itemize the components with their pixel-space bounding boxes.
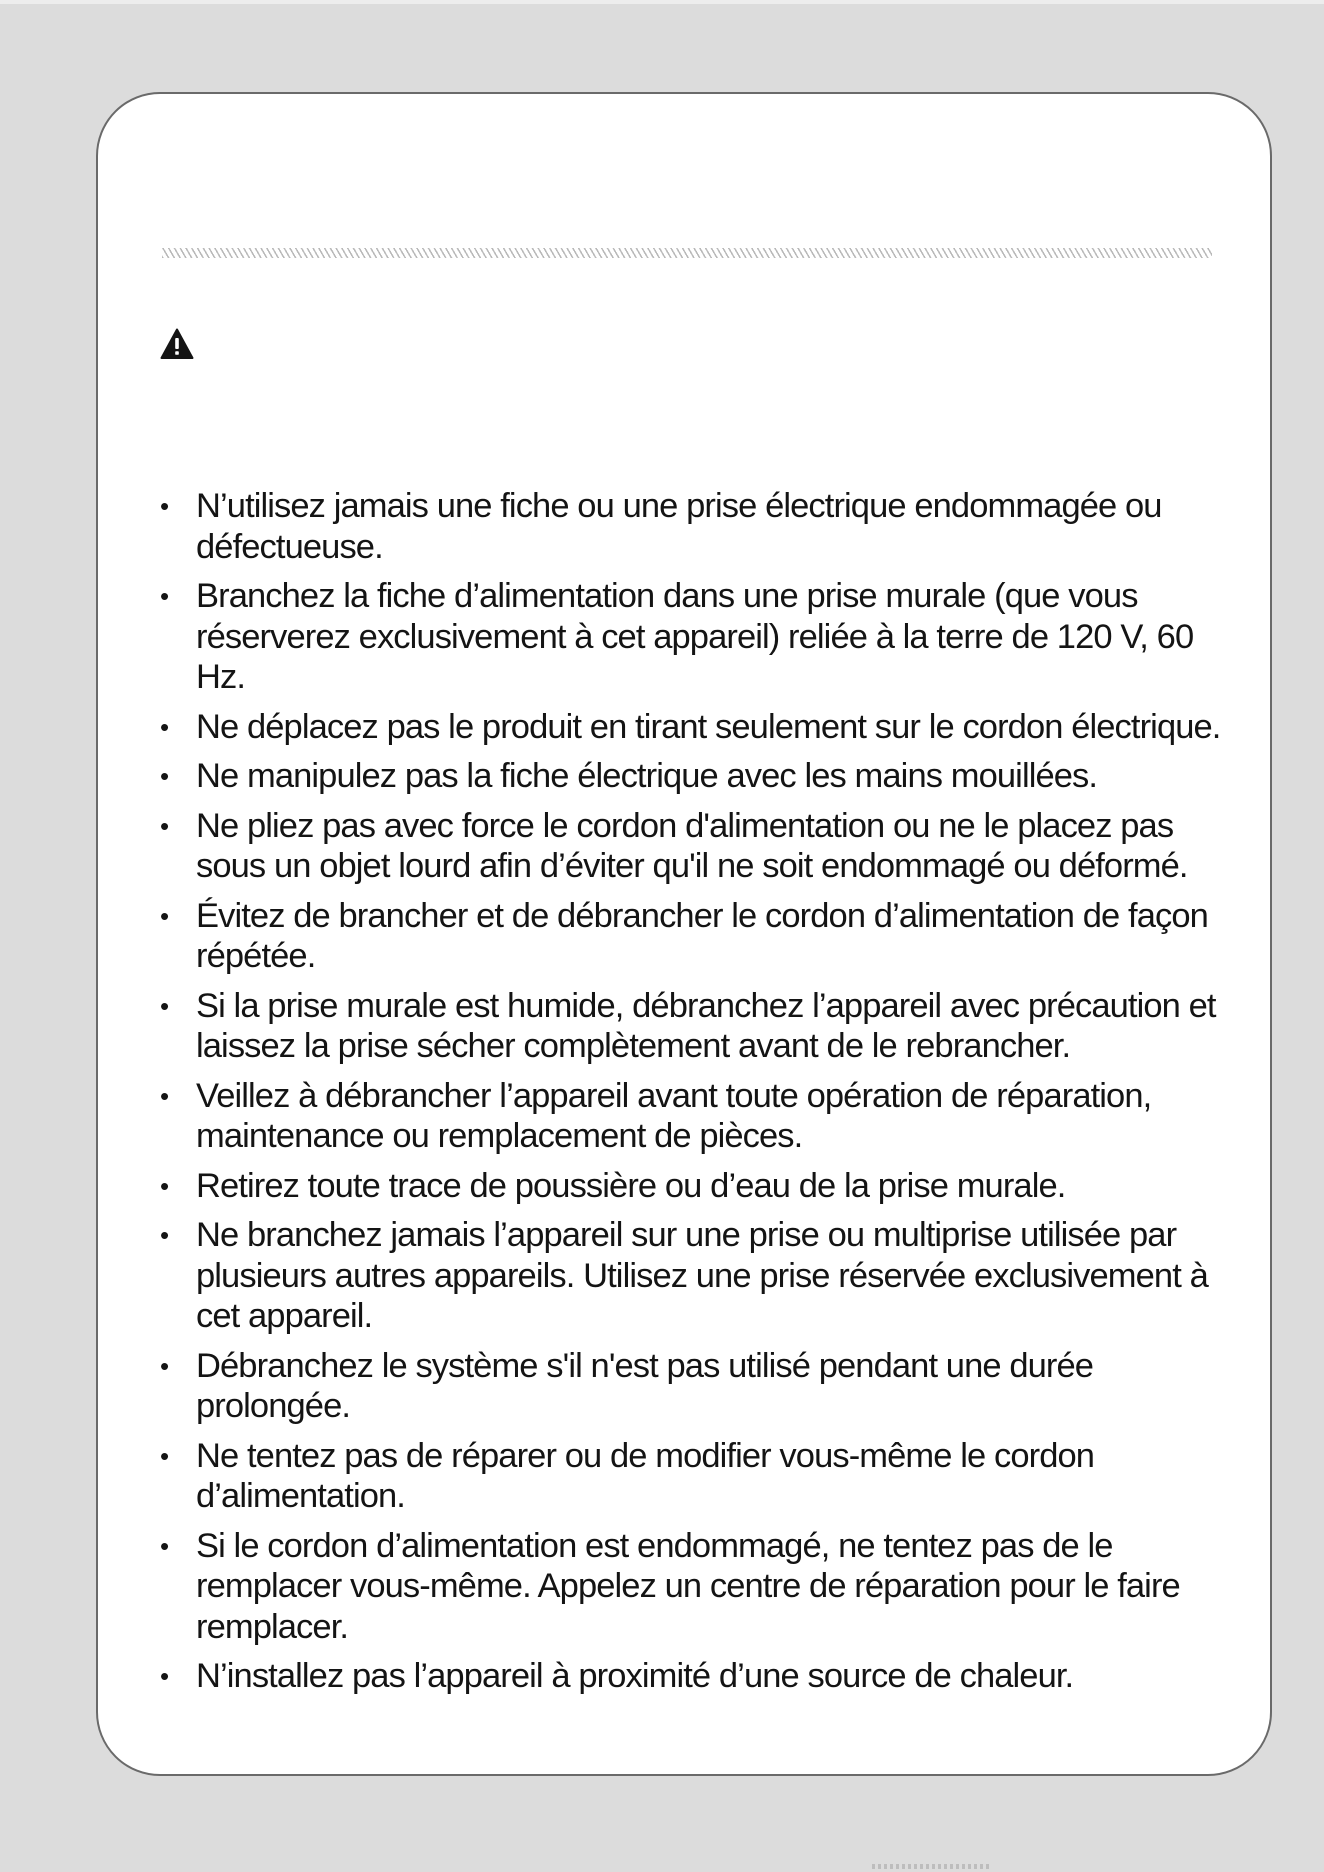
bullet-icon: •	[160, 761, 169, 791]
list-item-text: Ne branchez jamais l’appareil sur une prise ou multiprise utilisée par plusieurs autres appareils. Utilisez une prise réservée exclusivement à cet appareil.	[196, 1216, 1208, 1335]
list-item	[158, 1656, 1238, 1697]
list-item	[158, 1166, 1238, 1207]
bullet-icon: •	[160, 1440, 169, 1471]
list-item-text: N’installez pas l’appareil à proximité d’une source de chaleur.	[196, 1657, 1074, 1695]
bullet-icon: •	[160, 711, 169, 742]
bullet-icon: •	[160, 900, 169, 931]
list-item-text: Retirez toute trace de poussière ou d’eau de la prise murale.	[196, 1166, 1066, 1205]
list-item-text: Débranchez le système s'il n'est pas utilisé pendant une durée prolongée.	[196, 1346, 1094, 1425]
list-item-text: Veillez à débrancher l’appareil avant toute opération de réparation, maintenance ou remplacement de pièces.	[196, 1076, 1152, 1155]
list-item	[158, 1215, 1238, 1337]
list-item	[158, 1076, 1238, 1157]
bullet-icon: •	[160, 1530, 169, 1561]
list-item	[158, 896, 1238, 977]
bullet-icon: •	[160, 1661, 169, 1691]
list-item-text: Ne tentez pas de réparer ou de modifier vous-même le cordon d’alimentation.	[196, 1436, 1095, 1515]
page-top-edge	[0, 0, 1324, 4]
list-item	[158, 1526, 1238, 1648]
bullet-icon: •	[160, 1350, 169, 1381]
bullet-icon: •	[160, 491, 169, 521]
list-item-text: N’utilisez jamais une fiche ou une prise électrique endommagée ou défectueuse.	[196, 487, 1162, 566]
footer-print-marks	[872, 1864, 992, 1869]
content-card	[96, 92, 1272, 1776]
bullet-icon: •	[160, 581, 169, 611]
bullet-icon: •	[160, 990, 169, 1021]
list-item-text: Ne pliez pas avec force le cordon d'alimentation ou ne le placez pas sous un objet lourd afin d’éviter qu'il ne soit endommagé ou déformé.	[196, 806, 1188, 885]
list-item	[158, 1436, 1238, 1517]
warning-triangle-icon	[160, 328, 194, 360]
list-item	[158, 486, 1238, 567]
list-item-text: Évitez de brancher et de débrancher le cordon d’alimentation de façon répétée.	[196, 896, 1208, 975]
list-item	[158, 707, 1238, 748]
list-item-text: Si la prise murale est humide, débranchez l’appareil avec précaution et laissez la prise sécher complètement avant de le rebrancher.	[196, 986, 1216, 1065]
list-item	[158, 1346, 1238, 1427]
list-item	[158, 756, 1238, 797]
list-item	[158, 986, 1238, 1067]
bullet-icon: •	[160, 1170, 169, 1201]
list-item-text: Si le cordon d’alimentation est endommagé, ne tentez pas de le remplacer vous-même. Appelez un centre de réparation pour le faire remplacer.	[196, 1526, 1180, 1646]
list-item	[158, 576, 1238, 698]
list-item-text: Ne manipulez pas la fiche électrique avec les mains mouillées.	[196, 757, 1098, 795]
list-item-text: Ne déplacez pas le produit en tirant seulement sur le cordon électrique.	[196, 707, 1221, 746]
section-divider	[162, 248, 1212, 258]
safety-instructions-list	[158, 486, 1238, 1706]
list-item	[158, 806, 1238, 887]
bullet-icon: •	[160, 1080, 169, 1111]
bullet-icon: •	[160, 1220, 169, 1250]
bullet-icon: •	[160, 810, 169, 841]
list-item-text: Branchez la fiche d’alimentation dans une prise murale (que vous réserverez exclusivement à cet appareil) reliée à la terre de 120 V, 60 Hz.	[196, 577, 1194, 696]
